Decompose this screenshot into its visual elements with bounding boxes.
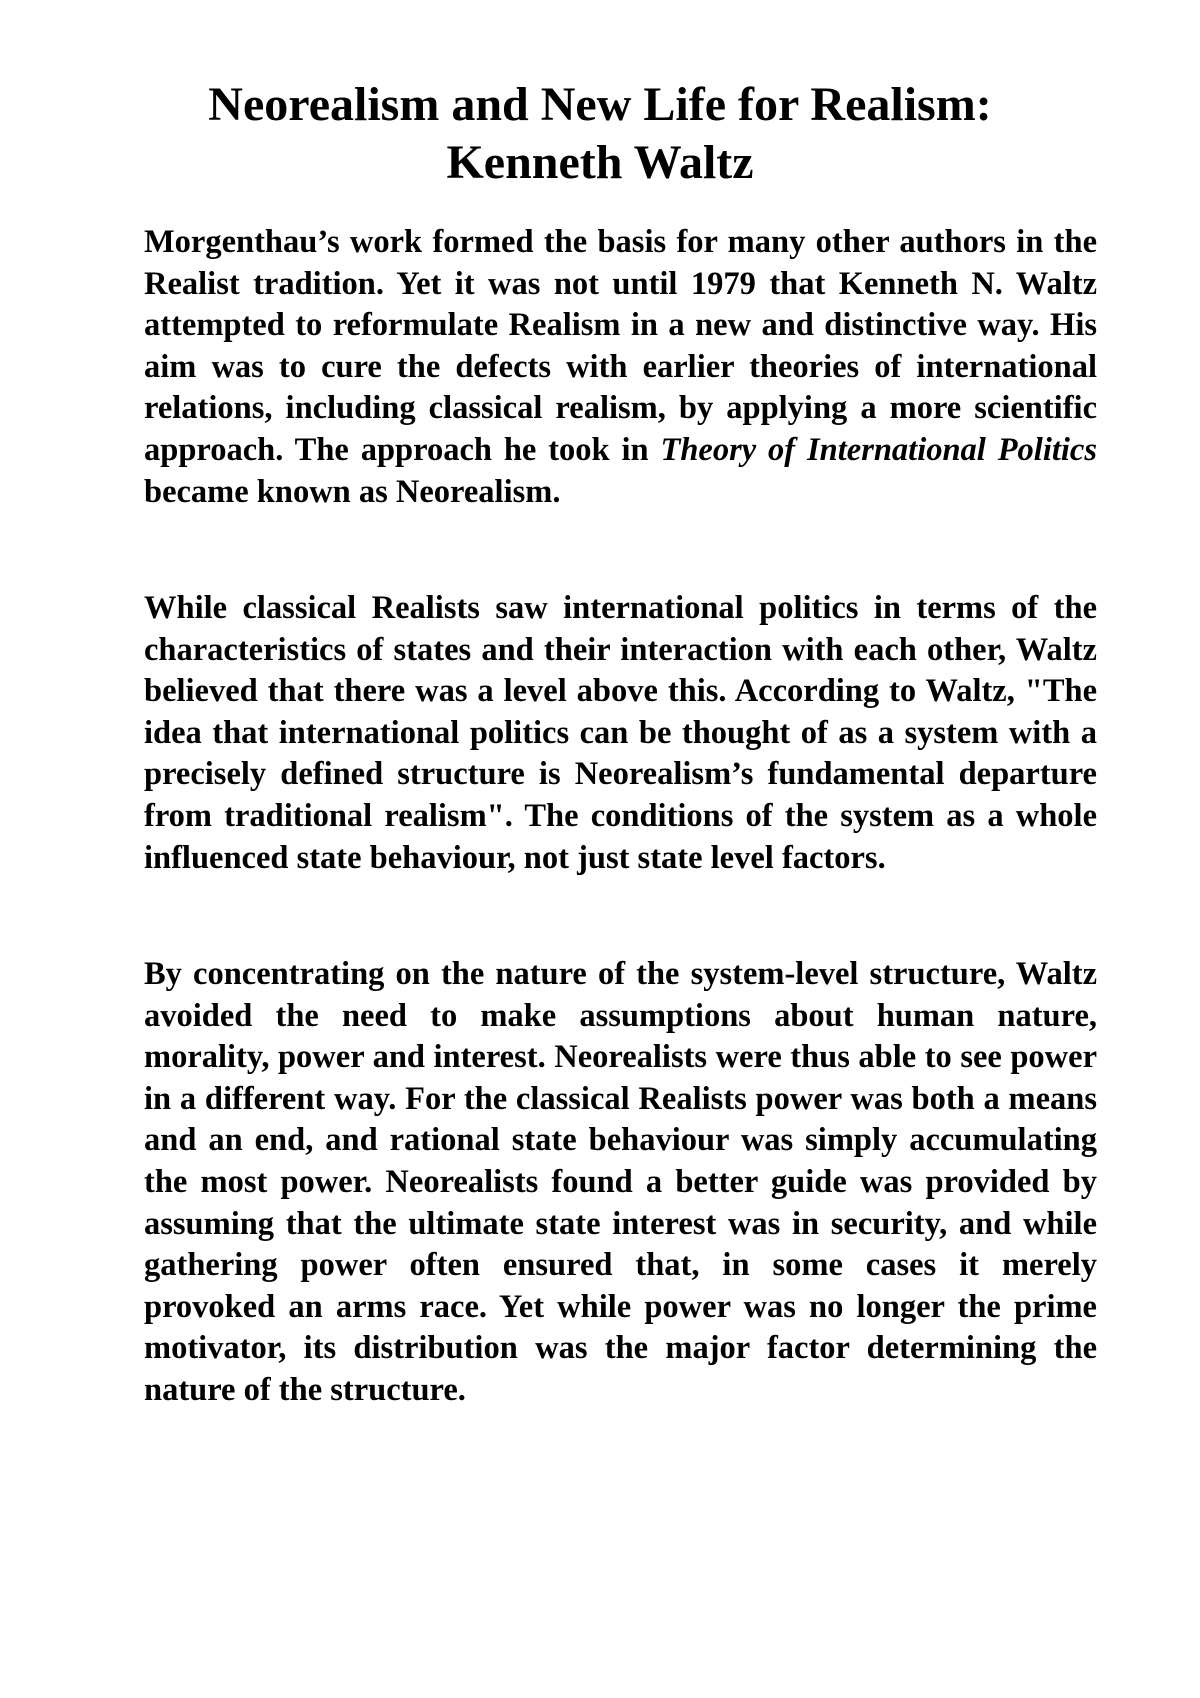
paragraph-1-text-end: became known as Neorealism. [144, 473, 561, 510]
paragraph-1 [144, 222, 1097, 513]
paragraph-2: While classical Realists saw international politics in terms of the characteristics of states and their interaction with each other, Waltz believed that there was a level above this. According to Waltz, "The idea that international politics can be thought of as a system with a precisely defined structure is Neorealism’s fundamental departure from traditional realism". The conditions of the system as a whole influenced state behaviour, not just state level factors. [144, 590, 1097, 876]
paragraph-1-text-start: Morgenthau’s work formed the basis for many other authors in the Realist tradition. Yet it was not until 1979 that Kenneth N. Waltz attempted to reformulate Realism in a new and distinctive way. His aim was to cure the defects with earlier theories of international relations, including classical realism, by applying a more scientific approach. The approach he took in [144, 224, 1097, 468]
title-line-1: Neorealism and New Life for Realism: [208, 78, 992, 131]
paragraph-3: By concentrating on the nature of the system-level structure, Waltz avoided the need to make assumptions about human nature, morality, power and interest. Neorealists were thus able to see power in a different way. For the classical Realists power was both a means and an end, and rational state behaviour was simply accumulating the most power. Neorealists found a better guide was provided by assuming that the ultimate state interest was in security, and while gathering power often ensured that, in some cases it merely provoked an arms race. Yet while power was no longer the prime motivator, its distribution was the major factor determining the nature of the structure. [144, 956, 1097, 1408]
document-title [100, 76, 1100, 192]
book-title-italic: Theory of International Politics [660, 431, 1098, 468]
title-line-2: Kenneth Waltz [446, 136, 754, 189]
